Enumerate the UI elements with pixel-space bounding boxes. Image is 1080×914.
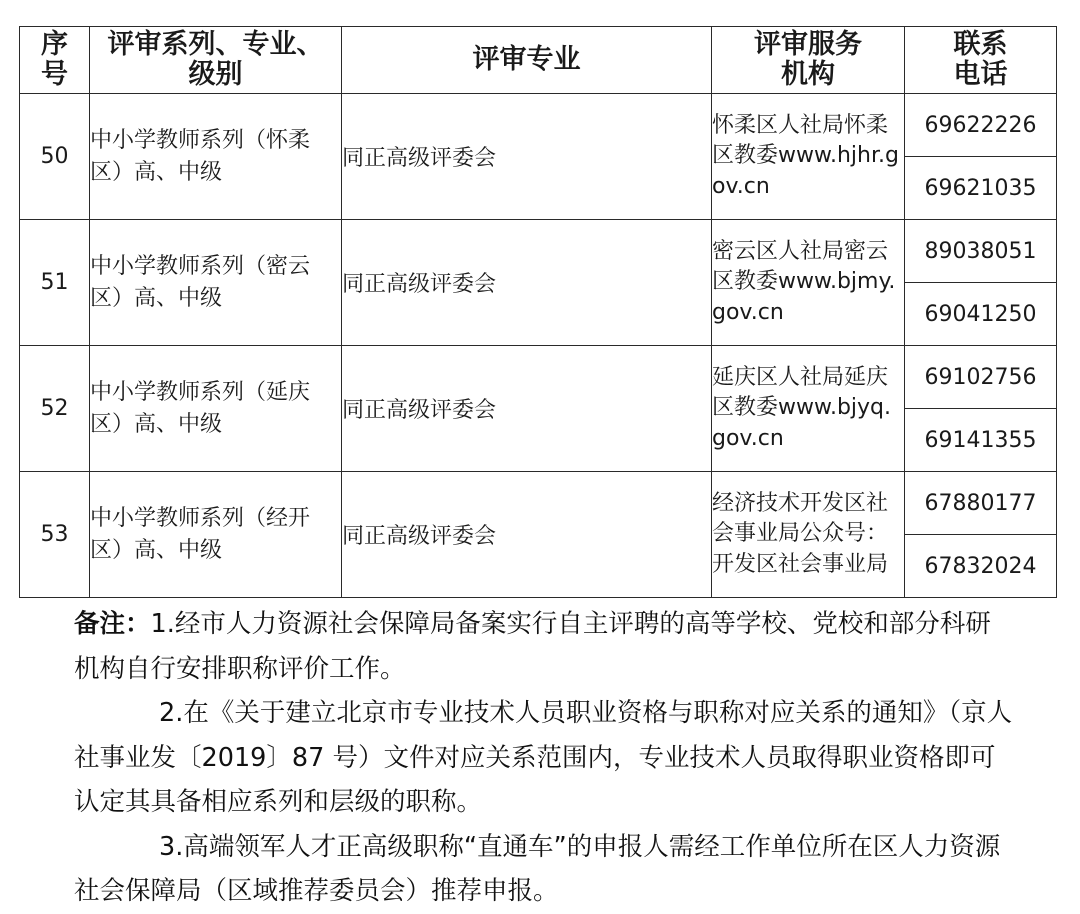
table-row (20, 346, 1057, 409)
row-major: 同正高级评委会 (342, 472, 712, 598)
row-seq: 53 (20, 472, 90, 598)
note-2: 2.在《关于建立北京市专业技术人员职业资格与职称对应关系的通知》（京人社事业发〔2019〕87 号）文件对应关系范围内，专业技术人员取得职业资格即可认定其具备相应系列和层级的职称。 (74, 698, 1013, 817)
header-series: 评审系列、专业、级别 (90, 27, 342, 94)
row-agency: 经济技术开发区社会事业局公众号：开发区社会事业局 (712, 472, 905, 598)
table-row (20, 94, 1057, 157)
row-phone-1: 89038051 (905, 220, 1057, 283)
row-phone-2: 69041250 (905, 283, 1057, 346)
row-phone-1: 69622226 (905, 94, 1057, 157)
row-series: 中小学教师系列（密云区）高、中级 (90, 220, 342, 346)
note-3: 3.高端领军人才正高级职称“直通车”的申报人需经工作单位所在区人力资源社会保障局（区域推荐委员会）推荐申报。 (74, 831, 1001, 906)
header-major: 评审专业 (342, 27, 712, 94)
row-major: 同正高级评委会 (342, 94, 712, 220)
table-row (20, 472, 1057, 535)
row-seq: 52 (20, 346, 90, 472)
row-seq: 50 (20, 94, 90, 220)
row-phone-1: 67880177 (905, 472, 1057, 535)
notes-section (74, 602, 1014, 914)
table-row (20, 220, 1057, 283)
header-agency: 评审服务机构 (712, 27, 905, 94)
row-agency: 密云区人社局密云区教委www.bjmy.gov.cn (712, 220, 905, 346)
row-phone-2: 67832024 (905, 535, 1057, 598)
note-1-text: 1.经市人力资源社会保障局备案实行自主评聘的高等学校、党校和部分科研机构自行安排职称评价工作。 (74, 609, 991, 684)
row-major: 同正高级评委会 (342, 346, 712, 472)
row-series: 中小学教师系列（怀柔区）高、中级 (90, 94, 342, 220)
row-agency: 延庆区人社局延庆区教委www.bjyq.gov.cn (712, 346, 905, 472)
header-seq: 序号 (20, 27, 90, 94)
note-1 (74, 602, 1014, 691)
review-table (19, 26, 1057, 598)
header-phone: 联系电话 (905, 27, 1057, 94)
row-agency: 怀柔区人社局怀柔区教委www.hjhr.gov.cn (712, 94, 905, 220)
row-series: 中小学教师系列（经开区）高、中级 (90, 472, 342, 598)
row-series: 中小学教师系列（延庆区）高、中级 (90, 346, 342, 472)
row-major: 同正高级评委会 (342, 220, 712, 346)
row-seq: 51 (20, 220, 90, 346)
header-row (20, 27, 1057, 94)
row-phone-2: 69141355 (905, 409, 1057, 472)
notes-label: 备注： (74, 609, 151, 639)
row-phone-1: 69102756 (905, 346, 1057, 409)
row-phone-2: 69621035 (905, 157, 1057, 220)
